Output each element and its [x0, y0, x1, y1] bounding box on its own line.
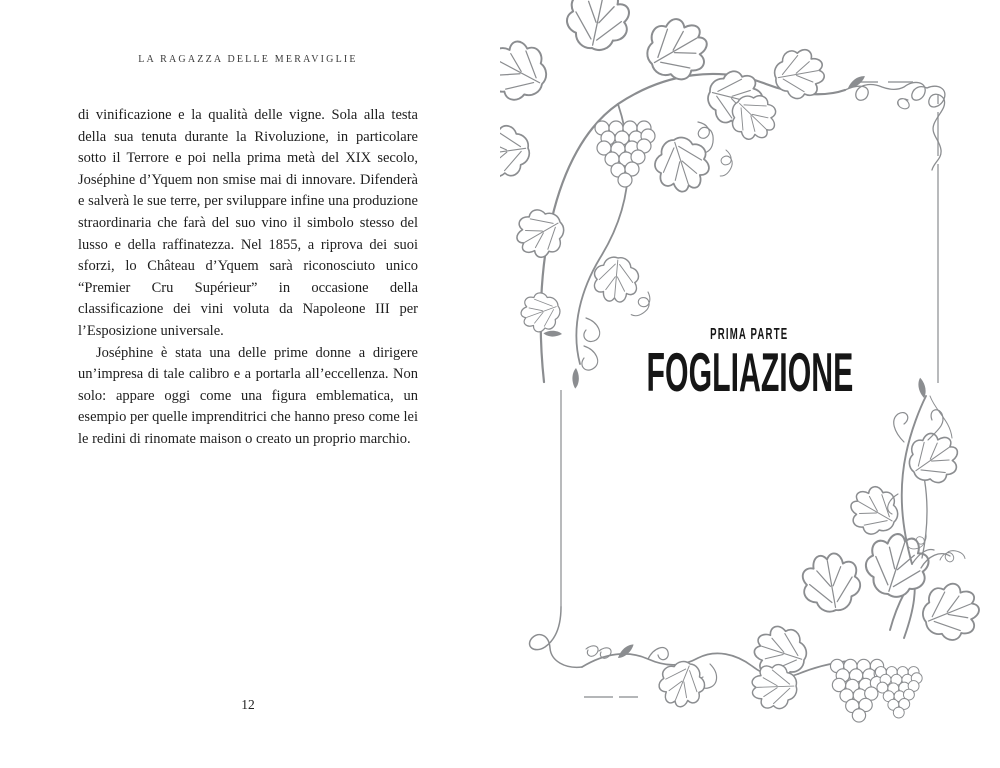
right-page: [500, 0, 1000, 768]
running-header: LA RAGAZZA DELLE MERAVIGLIE: [138, 54, 358, 65]
vine-right: [843, 378, 967, 564]
vine-bottom-right: [749, 527, 987, 722]
part-title: FOGLIAZIONE: [646, 341, 853, 403]
body-text: [78, 105, 418, 451]
page-number: 12: [241, 697, 255, 712]
part-label: PRIMA PARTE: [710, 326, 789, 343]
paragraph: Joséphine è stata una delle prime donne a dirigere un’impresa di tale calibro e a portarla all’eccellenza. Non solo: appare oggi come una figura emblematica, un esempio per quelle imprenditrici che hanno preso come lei le redini di rinomate maison o creato un proprio marchio.: [78, 344, 418, 447]
paragraph: di vinificazione e la qualità delle vigne. Sola alla testa della sua tenuta durante la Rivoluzione, in particolare sotto il Terrore e poi nella prima metà del XIX secolo, Joséphine d’Yquem non smise mai di innovare. Difenderà e salverà le sue terre, per sviluppare infine una produzione straordinaria che farà del suo vino il simbolo stesso del lusso e della raffinatezza. Nel 1855, a riprova dei suoi sforzi, lo Château d’Yquem sarà riconosciuto unico “Premier Cru Supérieur” in occasione della classificazione dei vini voluta da Napoleone III per l’Esposizione universale.: [78, 107, 418, 339]
